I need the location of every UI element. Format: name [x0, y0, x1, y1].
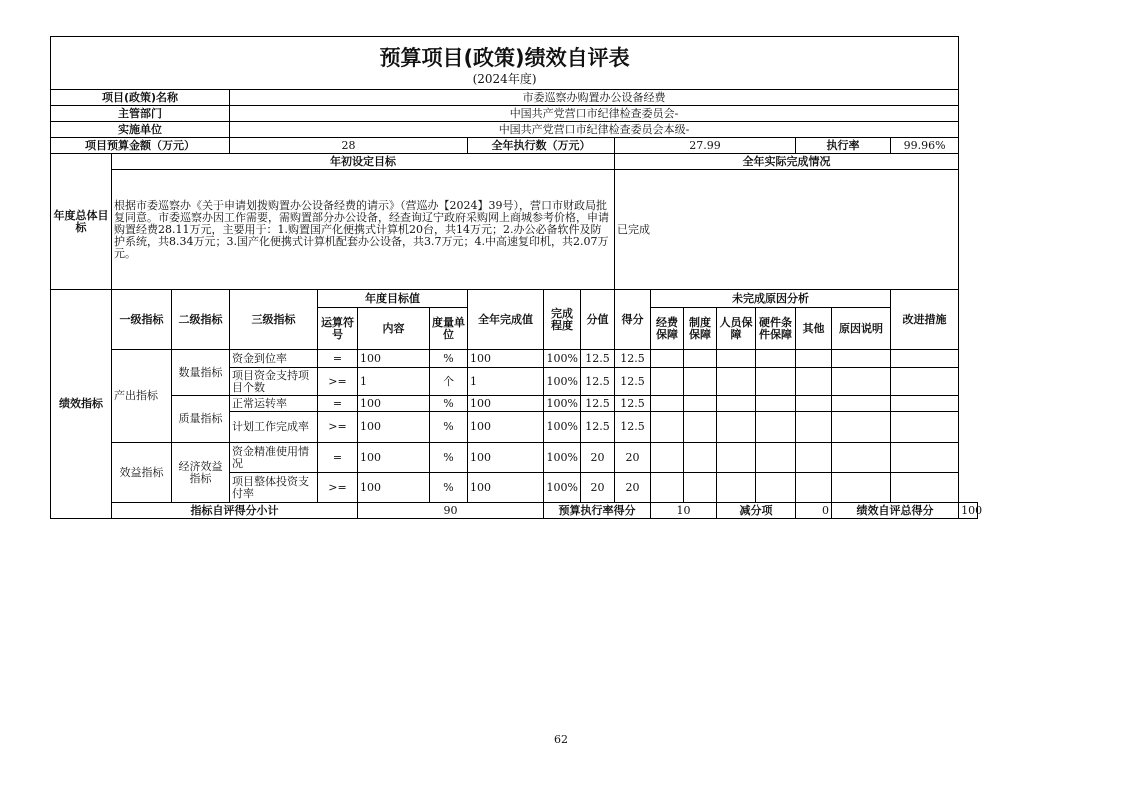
empty-cell: [832, 350, 891, 368]
indicator-op: =: [318, 396, 358, 412]
empty-cell: [756, 443, 796, 473]
total-label: 绩效自评总得分: [832, 503, 959, 519]
indicator-value: 12.5: [581, 350, 615, 368]
indicator-value: 12.5: [581, 412, 615, 443]
empty-cell: [651, 396, 684, 412]
reason-header: 原因说明: [832, 308, 891, 350]
budget-score-label: 预算执行率得分: [544, 503, 651, 519]
empty-cell: [717, 412, 756, 443]
empty-cell: [756, 396, 796, 412]
empty-cell: [796, 350, 832, 368]
empty-cell: [891, 368, 959, 396]
indicator-done: 100: [468, 396, 544, 412]
empty-cell: [684, 368, 717, 396]
funding-header: 经费保障: [651, 308, 684, 350]
score-value-header: 分值: [581, 290, 615, 350]
indicator-name: 正常运转率: [230, 396, 318, 412]
implementer-value: 中国共产党营口市纪律检查委员会本级-: [230, 122, 959, 138]
indicator-rate: 100%: [544, 473, 581, 503]
indicator-content: 100: [358, 443, 430, 473]
level2-header: 二级指标: [172, 290, 230, 350]
indicator-unit: %: [430, 350, 468, 368]
empty-cell: [891, 473, 959, 503]
staff-header: 人员保障: [717, 308, 756, 350]
evaluation-form: [50, 36, 983, 519]
annual-goal-label: 年度总体目标: [51, 154, 112, 290]
empty-cell: [756, 368, 796, 396]
indicator-content: 1: [358, 368, 430, 396]
indicator-score: 12.5: [615, 350, 651, 368]
content-header: 内容: [358, 308, 430, 350]
indicator-content: 100: [358, 412, 430, 443]
hardware-header: 硬件条件保障: [756, 308, 796, 350]
empty-cell: [796, 368, 832, 396]
implementer-label: 实施单位: [51, 122, 230, 138]
empty-cell: [717, 473, 756, 503]
budget-label: 项目预算金额（万元）: [51, 138, 230, 154]
indicator-done: 100: [468, 473, 544, 503]
indicator-content: 100: [358, 473, 430, 503]
indicator-score: 12.5: [615, 396, 651, 412]
empty-cell: [684, 412, 717, 443]
indicator-op: >=: [318, 473, 358, 503]
empty-cell: [651, 473, 684, 503]
indicator-name: 项目资金支持项目个数: [230, 368, 318, 396]
empty-cell: [832, 396, 891, 412]
empty-cell: [796, 412, 832, 443]
actual-text: 已完成: [615, 170, 959, 290]
indicator-name: 计划工作完成率: [230, 412, 318, 443]
indicator-rate: 100%: [544, 350, 581, 368]
actual-header: 全年实际完成情况: [615, 154, 959, 170]
indicator-score: 12.5: [615, 412, 651, 443]
indicator-value: 20: [581, 443, 615, 473]
empty-cell: [651, 443, 684, 473]
economic-indicator: 经济效益指标: [172, 443, 230, 503]
unfinished-header: 未完成原因分析: [651, 290, 891, 308]
system-header: 制度保障: [684, 308, 717, 350]
total-value: 100: [959, 503, 978, 519]
indicator-op: >=: [318, 368, 358, 396]
title-cell: [51, 37, 959, 90]
empty-cell: [891, 412, 959, 443]
empty-cell: [684, 473, 717, 503]
empty-cell: [832, 473, 891, 503]
empty-cell: [891, 443, 959, 473]
empty-cell: [891, 350, 959, 368]
exec-rate-value: 99.96%: [891, 138, 959, 154]
empty-cell: [717, 350, 756, 368]
empty-cell: [651, 350, 684, 368]
indicator-done: 100: [468, 412, 544, 443]
executed-label: 全年执行数（万元）: [468, 138, 615, 154]
empty-cell: [832, 368, 891, 396]
indicator-value: 20: [581, 473, 615, 503]
indicator-value: 12.5: [581, 368, 615, 396]
department-label: 主管部门: [51, 106, 230, 122]
target-value-header: 年度目标值: [318, 290, 468, 308]
exec-rate-label: 执行率: [796, 138, 891, 154]
indicator-unit: %: [430, 396, 468, 412]
indicator-op: =: [318, 443, 358, 473]
empty-cell: [756, 412, 796, 443]
other-header: 其他: [796, 308, 832, 350]
indicator-name: 资金精准使用情况: [230, 443, 318, 473]
empty-cell: [684, 443, 717, 473]
budget-value: 28: [230, 138, 468, 154]
indicator-done: 1: [468, 368, 544, 396]
completion-header: 完成程度: [544, 290, 581, 350]
level3-header: 三级指标: [230, 290, 318, 350]
indicator-op: >=: [318, 412, 358, 443]
annual-done-header: 全年完成值: [468, 290, 544, 350]
indicator-done: 100: [468, 350, 544, 368]
initial-goal-text: 根据市委巡察办《关于申请划拨购置办公设备经费的请示》（营巡办【2024】39号），营口市财政局批复同意。市委巡察办因工作需要，需购置部分办公设备，经查询辽宁政府采购网上商城参考价格，申请购置经费28.11万元，主要用于：1.购置国产化便携式计算机20台，共14万元；2.办公必备软件及防护系统，共8.34万元；3.国产化便携式计算机配套办公设备，共3.7万元；4.中高速复印机，共2.07万元。: [112, 170, 615, 290]
indicator-rate: 100%: [544, 443, 581, 473]
indicator-rate: 100%: [544, 396, 581, 412]
empty-cell: [832, 443, 891, 473]
quality-indicator: 质量指标: [172, 396, 230, 443]
subtotal-label: 指标自评得分小计: [112, 503, 358, 519]
indicator-unit: %: [430, 473, 468, 503]
evaluation-table: [50, 36, 983, 519]
indicator-rate: 100%: [544, 412, 581, 443]
empty-cell: [796, 396, 832, 412]
level1-header: 一级指标: [112, 290, 172, 350]
empty-cell: [717, 396, 756, 412]
deduction-value: 0: [796, 503, 832, 519]
quantity-indicator: 数量指标: [172, 350, 230, 396]
form-title: 预算项目(政策)绩效自评表: [379, 46, 630, 70]
operator-header: 运算符号: [318, 308, 358, 350]
project-name-label: 项目(政策)名称: [51, 90, 230, 106]
indicator-unit: %: [430, 443, 468, 473]
score-header: 得分: [615, 290, 651, 350]
indicator-value: 12.5: [581, 396, 615, 412]
empty-cell: [684, 350, 717, 368]
executed-value: 27.99: [615, 138, 796, 154]
indicator-score: 12.5: [615, 368, 651, 396]
indicator-unit: %: [430, 412, 468, 443]
indicator-done: 100: [468, 443, 544, 473]
performance-label: 绩效指标: [51, 290, 112, 519]
empty-cell: [717, 368, 756, 396]
project-name-value: 市委巡察办购置办公设备经费: [230, 90, 959, 106]
empty-cell: [756, 473, 796, 503]
indicator-op: =: [318, 350, 358, 368]
unit-header: 度量单位: [430, 308, 468, 350]
empty-cell: [796, 473, 832, 503]
indicator-name: 资金到位率: [230, 350, 318, 368]
department-value: 中国共产党营口市纪律检查委员会-: [230, 106, 959, 122]
indicator-content: 100: [358, 350, 430, 368]
benefit-indicator: 效益指标: [112, 443, 172, 503]
empty-cell: [891, 396, 959, 412]
indicator-score: 20: [615, 443, 651, 473]
empty-cell: [651, 412, 684, 443]
budget-score-value: 10: [651, 503, 717, 519]
indicator-name: 项目整体投资支付率: [230, 473, 318, 503]
form-subtitle: (2024年度): [472, 72, 537, 86]
page-number: 62: [554, 733, 568, 746]
indicator-score: 20: [615, 473, 651, 503]
subtotal-value: 90: [358, 503, 544, 519]
empty-cell: [651, 368, 684, 396]
deduction-label: 减分项: [717, 503, 796, 519]
empty-cell: [796, 443, 832, 473]
initial-goal-header: 年初设定目标: [112, 154, 615, 170]
empty-cell: [832, 412, 891, 443]
measures-header: 改进措施: [891, 290, 959, 350]
indicator-rate: 100%: [544, 368, 581, 396]
indicator-unit: 个: [430, 368, 468, 396]
empty-cell: [756, 350, 796, 368]
empty-cell: [684, 396, 717, 412]
empty-cell: [717, 443, 756, 473]
indicator-content: 100: [358, 396, 430, 412]
output-indicator: 产出指标: [112, 350, 172, 443]
